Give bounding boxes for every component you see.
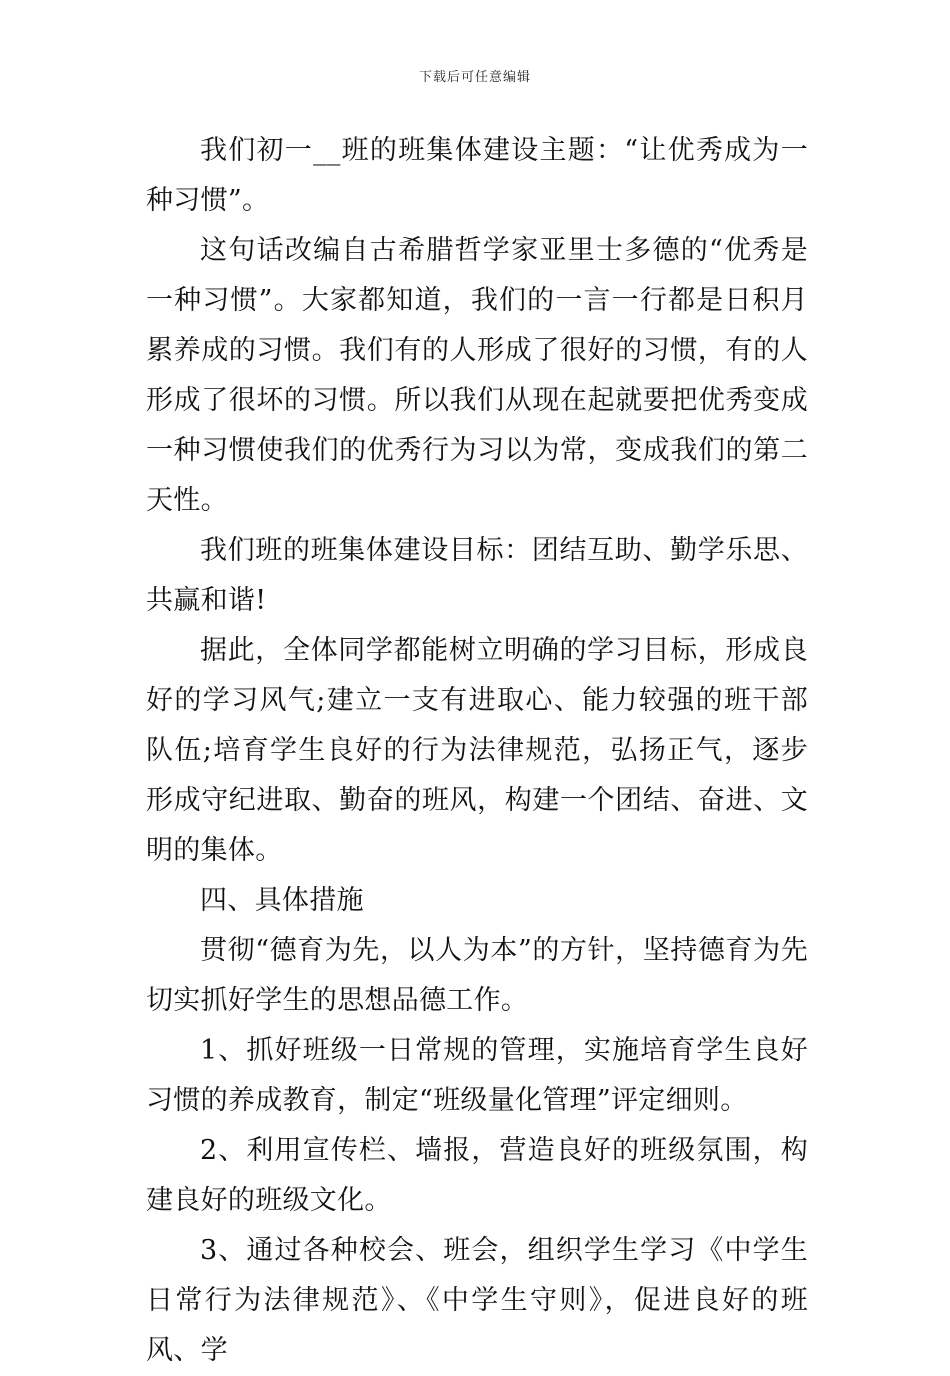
section-heading-measures: 四、具体措施 xyxy=(200,885,364,916)
paragraph-theme: 我们初一__班的班集体建设主题：“让优秀成为一种习惯”。 xyxy=(146,135,808,216)
list-item-1: 1、抓好班级一日常规的管理，实施培育学生良好习惯的养成教育，制定“班级量化管理”评定细则。 xyxy=(146,1035,808,1116)
paragraph-goal: 我们班的班集体建设目标：团结互助、勤学乐思、共赢和谐! xyxy=(146,535,808,616)
document-body xyxy=(146,126,808,1376)
paragraph-policy: 贯彻“德育为先，以人为本”的方针，坚持德育为先切实抓好学生的思想品德工作。 xyxy=(146,935,808,1016)
paragraph-accordingly: 据此，全体同学都能树立明确的学习目标，形成良好的学习风气;建立一支有进取心、能力较强的班干部队伍;培育学生良好的行为法律规范，弘扬正气，逐步形成守纪进取、勤奋的班风，构建一个团结、奋进、文明的集体。 xyxy=(146,635,808,866)
list-item-3: 3、通过各种校会、班会，组织学生学习《中学生日常行为法律规范》、《中学生守则》，促进良好的班风、学 xyxy=(146,1235,808,1366)
paragraph-quote-origin: 这句话改编自古希腊哲学家亚里士多德的“优秀是一种习惯”。大家都知道，我们的一言一行都是日积月累养成的习惯。我们有的人形成了很好的习惯，有的人形成了很坏的习惯。所以我们从现在起就要把优秀变成一种习惯使我们的优秀行为习以为常，变成我们的第二天性。 xyxy=(146,235,808,516)
list-item-2: 2、利用宣传栏、墙报，营造良好的班级氛围，构建良好的班级文化。 xyxy=(146,1135,808,1216)
page-header-note: 下载后可任意编辑 xyxy=(418,70,531,85)
